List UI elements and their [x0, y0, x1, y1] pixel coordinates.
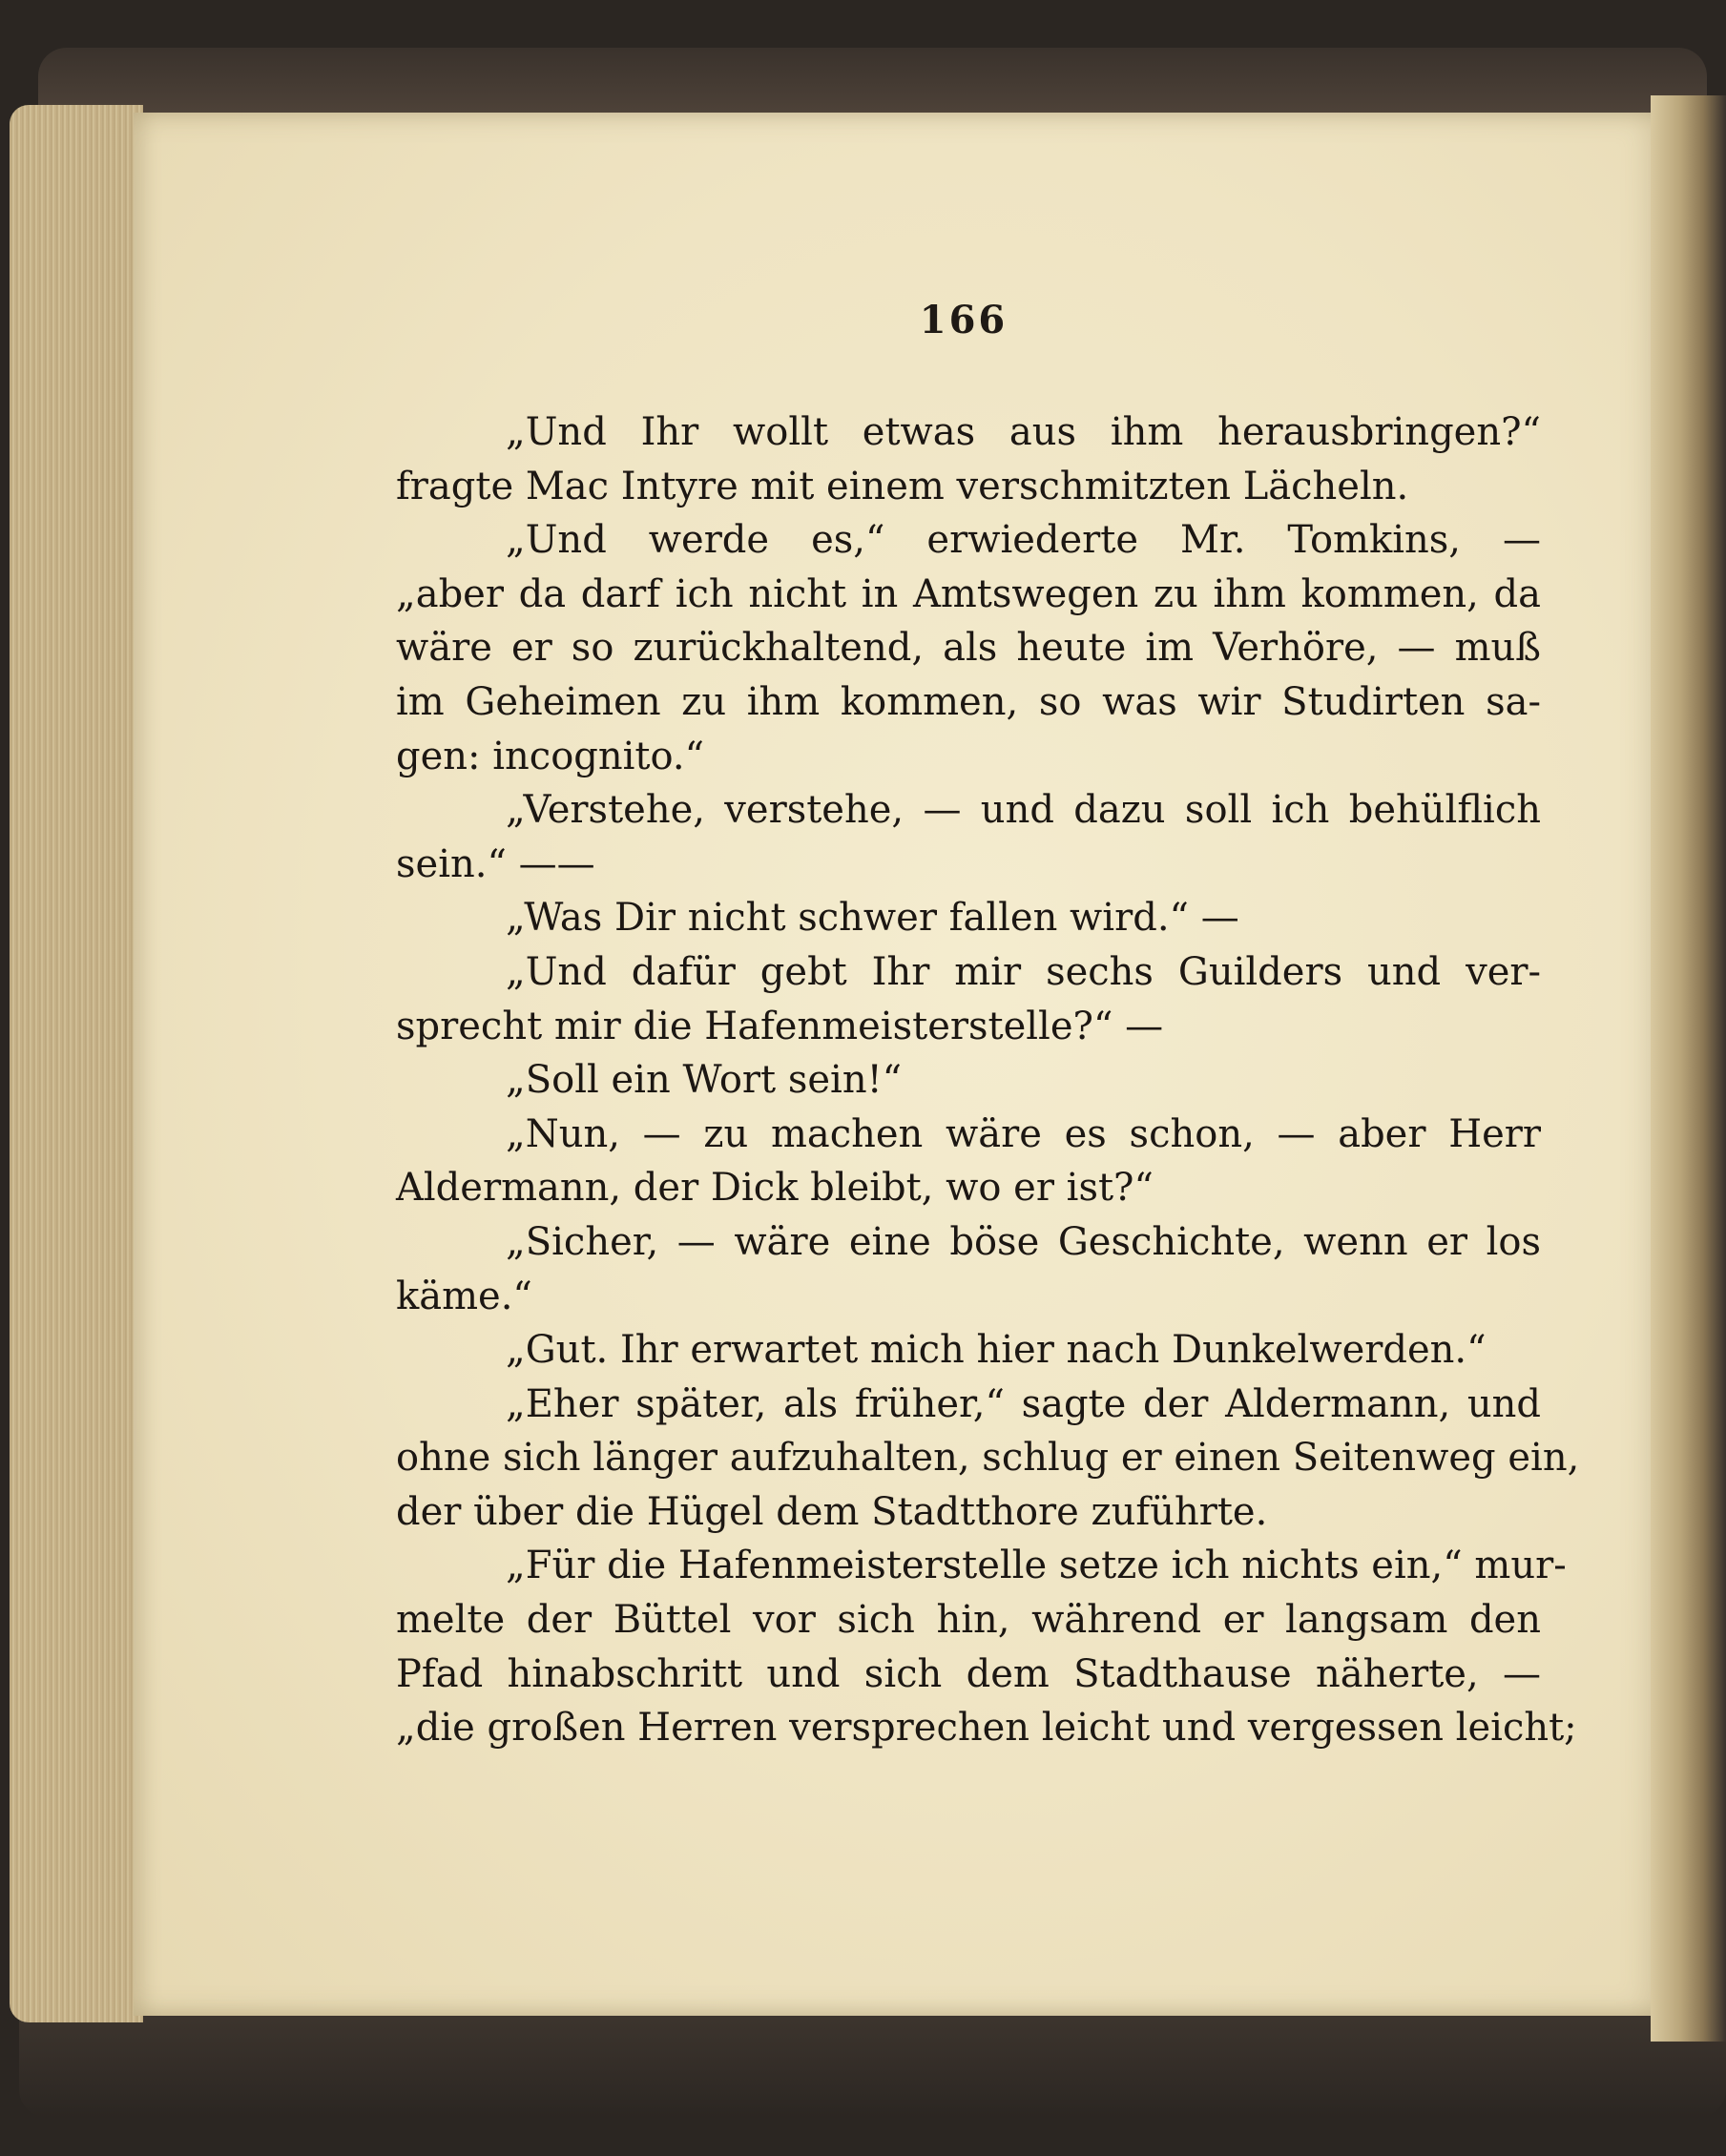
text-line: „Verstehe, verstehe, — und dazu soll ich behülflich — [506, 788, 1541, 833]
text-line: „Für die Hafenmeisterstelle setze ich nichts ein,“ mur- — [506, 1544, 1567, 1588]
text-line: „die großen Herren versprechen leicht und vergessen leicht; — [396, 1706, 1577, 1751]
text-line: „Und Ihr wollt etwas aus ihm herausbringen?“ — [506, 410, 1541, 454]
text-line: fragte Mac Intyre mit einem verschmitzten Lächeln. — [396, 464, 1409, 508]
book-cover-bottom — [19, 2013, 1726, 2118]
text-line: „Gut. Ihr erwartet mich hier nach Dunkelwerden.“ — [506, 1328, 1487, 1373]
text-line: käme.“ — [396, 1274, 532, 1318]
book-gutter — [1651, 95, 1726, 2042]
text-line: Pfad hinabschritt und sich dem Stadthause näherte, — — [396, 1651, 1541, 1696]
text-line: „Und dafür gebt Ihr mir sechs Guilders und ver- — [506, 949, 1541, 994]
text-line: wäre er so zurückhaltend, als heute im Verhöre, — muß — [396, 626, 1541, 671]
page-number: 166 — [919, 298, 1009, 342]
text-line: gen: incognito.“ — [396, 734, 705, 778]
text-line: im Geheimen zu ihm kommen, so was wir Studirten sa- — [396, 679, 1541, 724]
page-edges — [10, 105, 143, 2022]
text-line: sprecht mir die Hafenmeisterstelle?“ — — [396, 1004, 1164, 1048]
text-line: melte der Büttel vor sich hin, während er langsam den — [396, 1598, 1541, 1643]
text-line: „Eher später, als früher,“ sagte der Aldermann, und — [506, 1381, 1541, 1426]
text-line: „Nun, — zu machen wäre es schon, — aber Herr — [506, 1111, 1541, 1156]
text-line: Aldermann, der Dick bleibt, wo er ist?“ — [396, 1166, 1154, 1211]
text-line: sein.“ —— — [396, 841, 595, 886]
text-line: „Sicher, — wäre eine böse Geschichte, wenn er los — [506, 1219, 1541, 1264]
text-line: „Soll ein Wort sein!“ — [506, 1058, 903, 1103]
text-line: ohne sich länger aufzuhalten, schlug er einen Seitenweg ein, — [396, 1436, 1580, 1481]
text-line: „aber da darf ich nicht in Amtswegen zu ihm kommen, da — [396, 571, 1541, 616]
page-text — [396, 405, 1580, 1755]
text-line: „Und werde es,“ erwiederte Mr. Tomkins, — — [506, 518, 1541, 563]
text-line: der über die Hügel dem Stadtthore zuführte. — [396, 1489, 1268, 1534]
text-line: „Was Dir nicht schwer fallen wird.“ — — [506, 896, 1239, 941]
